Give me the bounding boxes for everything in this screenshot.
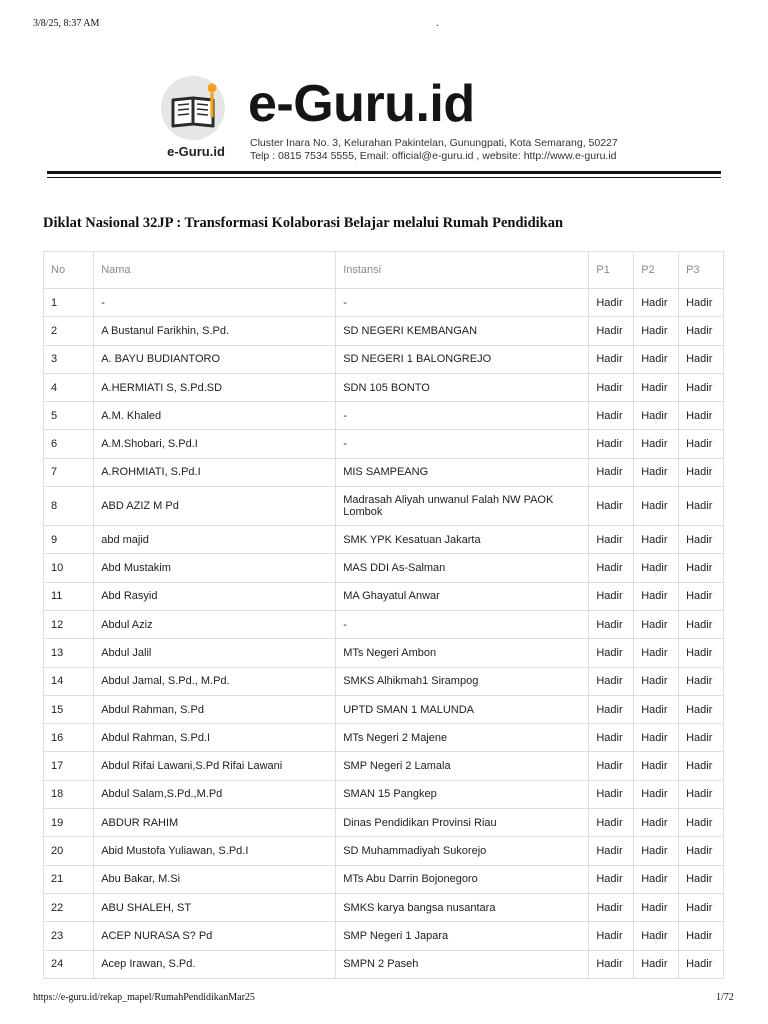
cell-p2: Hadir — [634, 373, 679, 401]
cell-no: 9 — [44, 526, 94, 554]
cell-nama: Abd Rasyid — [94, 582, 336, 610]
cell-p1: Hadir — [589, 345, 634, 373]
cell-p2: Hadir — [634, 922, 679, 950]
cell-no: 4 — [44, 373, 94, 401]
cell-nama: Abdul Rahman, S.Pd.I — [94, 724, 336, 752]
cell-instansi: MTs Abu Darrin Bojonegoro — [336, 865, 589, 893]
header-no: No — [44, 252, 94, 289]
cell-instansi: - — [336, 610, 589, 638]
cell-no: 10 — [44, 554, 94, 582]
cell-p2: Hadir — [634, 837, 679, 865]
header-instansi: Instansi — [336, 252, 589, 289]
cell-instansi: SD Muhammadiyah Sukorejo — [336, 837, 589, 865]
cell-p3: Hadir — [679, 458, 724, 486]
cell-p3: Hadir — [679, 373, 724, 401]
cell-nama: ABDUR RAHIM — [94, 809, 336, 837]
cell-p1: Hadir — [589, 837, 634, 865]
cell-p1: Hadir — [589, 458, 634, 486]
table-row — [44, 865, 724, 893]
cell-instansi: SMKS karya bangsa nusantara — [336, 893, 589, 921]
table-row — [44, 752, 724, 780]
cell-no: 12 — [44, 610, 94, 638]
cell-p2: Hadir — [634, 950, 679, 978]
table-row — [44, 582, 724, 610]
cell-p1: Hadir — [589, 526, 634, 554]
table-header-row — [44, 252, 724, 289]
cell-nama: Abu Bakar, M.Si — [94, 865, 336, 893]
cell-p2: Hadir — [634, 430, 679, 458]
cell-p2: Hadir — [634, 487, 679, 526]
cell-p1: Hadir — [589, 317, 634, 345]
footer-page-number: 1/72 — [716, 992, 734, 1003]
header-p1: P1 — [589, 252, 634, 289]
cell-no: 15 — [44, 695, 94, 723]
cell-instansi: SD NEGERI 1 BALONGREJO — [336, 345, 589, 373]
table-row — [44, 922, 724, 950]
brand-name: e-Guru.id — [248, 75, 475, 133]
cell-nama: Abid Mustofa Yuliawan, S.Pd.I — [94, 837, 336, 865]
cell-instansi: SMPN 2 Paseh — [336, 950, 589, 978]
cell-instansi: SMP Negeri 2 Lamala — [336, 752, 589, 780]
cell-instansi: MAS DDI As-Salman — [336, 554, 589, 582]
cell-instansi: MTs Negeri Ambon — [336, 639, 589, 667]
table-row — [44, 724, 724, 752]
table-row — [44, 639, 724, 667]
cell-no: 23 — [44, 922, 94, 950]
cell-p2: Hadir — [634, 780, 679, 808]
cell-p2: Hadir — [634, 752, 679, 780]
cell-no: 3 — [44, 345, 94, 373]
cell-p1: Hadir — [589, 554, 634, 582]
cell-no: 2 — [44, 317, 94, 345]
header-p3: P3 — [679, 252, 724, 289]
book-icon — [158, 76, 234, 140]
header-p2: P2 — [634, 252, 679, 289]
cell-instansi: SMP Negeri 1 Japara — [336, 922, 589, 950]
table-row — [44, 345, 724, 373]
print-page-title: . — [436, 18, 439, 29]
cell-p2: Hadir — [634, 526, 679, 554]
cell-p3: Hadir — [679, 554, 724, 582]
cell-no: 24 — [44, 950, 94, 978]
document-title: Diklat Nasional 32JP : Transformasi Kolaborasi Belajar melalui Rumah Pendidikan — [43, 215, 564, 231]
cell-p3: Hadir — [679, 430, 724, 458]
cell-nama: Abdul Jamal, S.Pd., M.Pd. — [94, 667, 336, 695]
header-nama: Nama — [94, 252, 336, 289]
cell-instansi: MIS SAMPEANG — [336, 458, 589, 486]
cell-no: 22 — [44, 893, 94, 921]
cell-no: 1 — [44, 289, 94, 317]
cell-nama: Abd Mustakim — [94, 554, 336, 582]
cell-no: 6 — [44, 430, 94, 458]
cell-p2: Hadir — [634, 317, 679, 345]
cell-instansi: - — [336, 402, 589, 430]
cell-nama: A.ROHMIATI, S.Pd.I — [94, 458, 336, 486]
cell-nama: A.M. Khaled — [94, 402, 336, 430]
table-row — [44, 554, 724, 582]
footer-url: https://e-guru.id/rekap_mapel/RumahPendidikanMar25 — [33, 992, 255, 1003]
table-row — [44, 373, 724, 401]
cell-nama: A.M.Shobari, S.Pd.I — [94, 430, 336, 458]
cell-p3: Hadir — [679, 893, 724, 921]
header-divider-thick — [47, 171, 721, 174]
attendance-table — [43, 251, 724, 979]
cell-p3: Hadir — [679, 695, 724, 723]
cell-p3: Hadir — [679, 345, 724, 373]
brand-contact: Telp : 0815 7534 5555, Email: official@e-guru.id , website: http://www.e-guru.id — [250, 150, 617, 162]
cell-instansi: Dinas Pendidikan Provinsi Riau — [336, 809, 589, 837]
cell-p2: Hadir — [634, 865, 679, 893]
table-row — [44, 950, 724, 978]
cell-p3: Hadir — [679, 922, 724, 950]
table-body — [44, 289, 724, 979]
cell-p3: Hadir — [679, 289, 724, 317]
cell-p1: Hadir — [589, 752, 634, 780]
cell-instansi: MA Ghayatul Anwar — [336, 582, 589, 610]
cell-no: 8 — [44, 487, 94, 526]
table-row — [44, 289, 724, 317]
cell-p1: Hadir — [589, 402, 634, 430]
cell-p2: Hadir — [634, 893, 679, 921]
cell-nama: A.HERMIATI S, S.Pd.SD — [94, 373, 336, 401]
cell-p1: Hadir — [589, 865, 634, 893]
cell-instansi: SMAN 15 Pangkep — [336, 780, 589, 808]
cell-p2: Hadir — [634, 402, 679, 430]
cell-p2: Hadir — [634, 695, 679, 723]
cell-p1: Hadir — [589, 430, 634, 458]
cell-p1: Hadir — [589, 695, 634, 723]
cell-p3: Hadir — [679, 809, 724, 837]
cell-p3: Hadir — [679, 487, 724, 526]
cell-p3: Hadir — [679, 667, 724, 695]
cell-p1: Hadir — [589, 610, 634, 638]
print-datetime: 3/8/25, 8:37 AM — [33, 18, 100, 29]
cell-nama: Abdul Jalil — [94, 639, 336, 667]
table-row — [44, 667, 724, 695]
cell-p3: Hadir — [679, 724, 724, 752]
cell-instansi: SMKS Alhikmah1 Sirampog — [336, 667, 589, 695]
table-row — [44, 837, 724, 865]
cell-p1: Hadir — [589, 639, 634, 667]
table-row — [44, 809, 724, 837]
cell-no: 5 — [44, 402, 94, 430]
cell-p3: Hadir — [679, 950, 724, 978]
table-row — [44, 317, 724, 345]
cell-nama: Abdul Aziz — [94, 610, 336, 638]
cell-no: 20 — [44, 837, 94, 865]
cell-nama: ABD AZIZ M Pd — [94, 487, 336, 526]
cell-p3: Hadir — [679, 837, 724, 865]
brand-address: Cluster Inara No. 3, Kelurahan Pakintelan, Gunungpati, Kota Semarang, 50227 — [250, 137, 618, 149]
cell-p2: Hadir — [634, 809, 679, 837]
cell-p1: Hadir — [589, 582, 634, 610]
cell-p3: Hadir — [679, 526, 724, 554]
cell-p3: Hadir — [679, 639, 724, 667]
table-row — [44, 526, 724, 554]
cell-p1: Hadir — [589, 487, 634, 526]
table-row — [44, 695, 724, 723]
cell-p2: Hadir — [634, 458, 679, 486]
cell-p2: Hadir — [634, 582, 679, 610]
cell-p1: Hadir — [589, 893, 634, 921]
table-row — [44, 780, 724, 808]
brand-logo — [158, 76, 234, 162]
cell-p1: Hadir — [589, 950, 634, 978]
cell-instansi: - — [336, 430, 589, 458]
cell-instansi: UPTD SMAN 1 MALUNDA — [336, 695, 589, 723]
cell-p1: Hadir — [589, 373, 634, 401]
cell-p3: Hadir — [679, 317, 724, 345]
cell-instansi: MTs Negeri 2 Majene — [336, 724, 589, 752]
table-row — [44, 610, 724, 638]
cell-instansi: - — [336, 289, 589, 317]
logo-text: e-Guru.id — [167, 144, 225, 159]
table-row — [44, 487, 724, 526]
cell-p2: Hadir — [634, 667, 679, 695]
cell-instansi: Madrasah Aliyah unwanul Falah NW PAOK Lombok — [336, 487, 589, 526]
table-row — [44, 402, 724, 430]
cell-instansi: SDN 105 BONTO — [336, 373, 589, 401]
print-header — [0, 0, 768, 30]
cell-p2: Hadir — [634, 289, 679, 317]
cell-instansi: SD NEGERI KEMBANGAN — [336, 317, 589, 345]
cell-p1: Hadir — [589, 809, 634, 837]
cell-p3: Hadir — [679, 865, 724, 893]
cell-no: 17 — [44, 752, 94, 780]
cell-nama: Acep Irawan, S.Pd. — [94, 950, 336, 978]
cell-nama: - — [94, 289, 336, 317]
table-row — [44, 458, 724, 486]
cell-no: 7 — [44, 458, 94, 486]
cell-no: 14 — [44, 667, 94, 695]
cell-p2: Hadir — [634, 554, 679, 582]
cell-nama: Abdul Rahman, S.Pd — [94, 695, 336, 723]
cell-p3: Hadir — [679, 610, 724, 638]
cell-no: 13 — [44, 639, 94, 667]
cell-p1: Hadir — [589, 667, 634, 695]
cell-p3: Hadir — [679, 752, 724, 780]
cell-nama: Abdul Rifai Lawani,S.Pd Rifai Lawani — [94, 752, 336, 780]
cell-p1: Hadir — [589, 724, 634, 752]
cell-no: 11 — [44, 582, 94, 610]
cell-no: 21 — [44, 865, 94, 893]
cell-p1: Hadir — [589, 922, 634, 950]
cell-no: 18 — [44, 780, 94, 808]
header-divider-thin — [47, 177, 721, 178]
cell-p1: Hadir — [589, 289, 634, 317]
cell-nama: ACEP NURASA S? Pd — [94, 922, 336, 950]
cell-p3: Hadir — [679, 780, 724, 808]
cell-p3: Hadir — [679, 582, 724, 610]
cell-nama: A. BAYU BUDIANTORO — [94, 345, 336, 373]
cell-nama: ABU SHALEH, ST — [94, 893, 336, 921]
cell-nama: abd majid — [94, 526, 336, 554]
cell-no: 16 — [44, 724, 94, 752]
cell-nama: A Bustanul Farikhin, S.Pd. — [94, 317, 336, 345]
cell-p2: Hadir — [634, 724, 679, 752]
cell-no: 19 — [44, 809, 94, 837]
cell-instansi: SMK YPK Kesatuan Jakarta — [336, 526, 589, 554]
table-row — [44, 893, 724, 921]
cell-p2: Hadir — [634, 639, 679, 667]
table-row — [44, 430, 724, 458]
cell-p3: Hadir — [679, 402, 724, 430]
cell-nama: Abdul Salam,S.Pd.,M.Pd — [94, 780, 336, 808]
cell-p2: Hadir — [634, 345, 679, 373]
cell-p2: Hadir — [634, 610, 679, 638]
cell-p1: Hadir — [589, 780, 634, 808]
